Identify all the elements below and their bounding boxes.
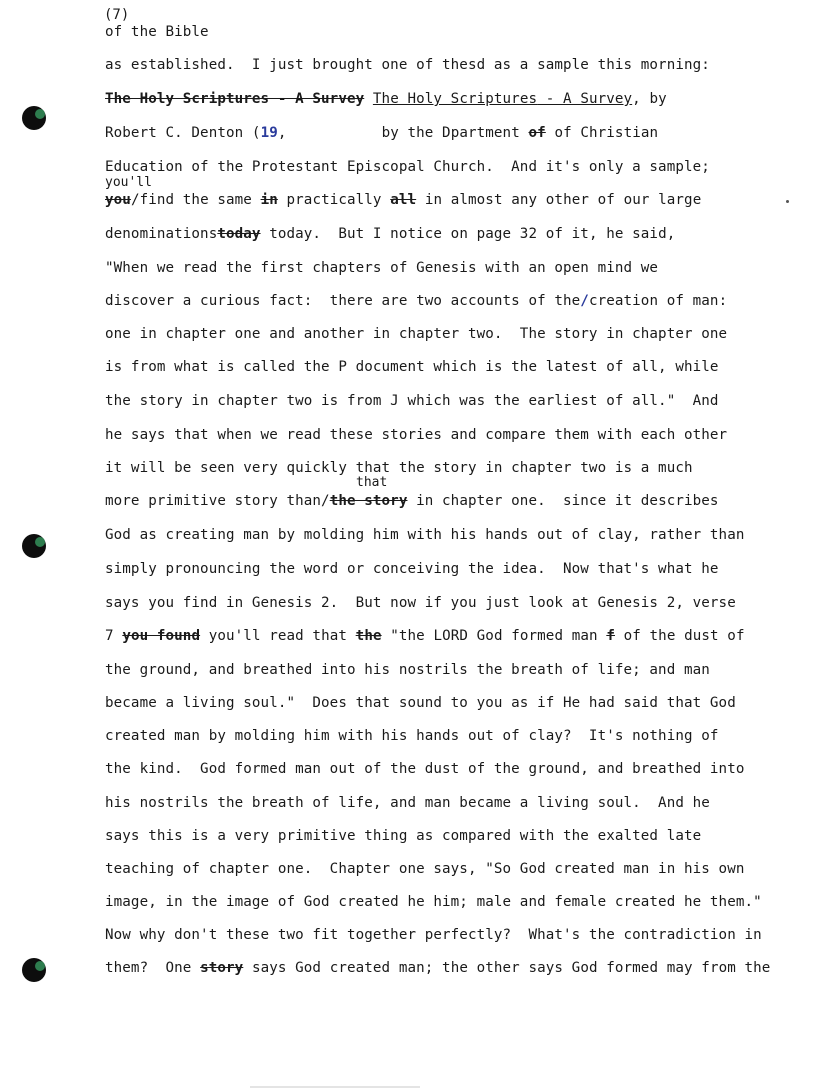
text-line: the story in chapter two is from J which was the earliest of all." And (105, 393, 719, 409)
text-line: his nostrils the breath of life, and man became a living soul. And he (105, 795, 710, 811)
speck-mark (786, 200, 789, 203)
text-fragment: practically (277, 192, 382, 208)
text-line (105, 292, 727, 310)
book-title: The Holy Scriptures (372, 91, 538, 107)
text-fragment: of the dust of (614, 628, 745, 644)
text-line: God as creating man by molding him with his hands out of clay, rather than (105, 527, 745, 543)
strikeout: today (217, 226, 261, 242)
text-line: it will be seen very quickly that the story in chapter two is a much (105, 460, 693, 476)
text-fragment: you'll read that (200, 628, 348, 644)
text-fragment: more primitive story than/ (105, 493, 330, 509)
text-line (105, 90, 667, 108)
text-line: of the Bible (105, 24, 209, 40)
text-line: he says that when we read these stories and compare them with each other (105, 427, 728, 443)
text-line: became a living soul." Does that sound to you as if He had said that God (105, 695, 736, 711)
text-line: simply pronouncing the word or conceiving the idea. Now that's what he (105, 561, 719, 577)
text-line: says this is a very primitive thing as compared with the exalted late (105, 828, 702, 844)
strikeout: f (606, 628, 615, 644)
strikeout: story (200, 960, 244, 976)
text-line: says you find in Genesis 2. But now if you just look at Genesis 2, verse (105, 595, 736, 611)
page-number: (7) (104, 7, 130, 23)
punch-hole-icon (22, 958, 46, 982)
strikeout: in (260, 192, 278, 208)
text-line: "When we read the first chapters of Genesis with an open mind we (105, 260, 659, 276)
text-fragment: in chapter one. (407, 493, 546, 509)
text-fragment: Robert C. Denton ( (105, 125, 261, 141)
text-fragment: says God created man; the other says God formed may from the (243, 960, 771, 976)
interlinear-insert: that (356, 475, 388, 490)
text-line (105, 959, 770, 977)
text-line: as established. I just brought one of thesd as a sample this morning: (105, 57, 710, 73)
punch-hole-icon (22, 106, 46, 130)
text-line (105, 627, 745, 645)
text-line: the ground, and breathed into his nostrils the breath of life; and man (105, 662, 710, 678)
text-line (105, 492, 719, 510)
text-fragment: , by (632, 91, 667, 107)
text-line: one in chapter one and another in chapter two. The story in chapter one (105, 326, 728, 342)
scan-smudge (250, 1086, 420, 1088)
text-line: Education of the Protestant Episcopal Church. And it's only a sample; (105, 159, 710, 175)
text-line (105, 225, 675, 243)
text-line: the kind. God formed man out of the dust of the ground, and breathed into (105, 761, 745, 777)
text-fragment: them? One (105, 960, 192, 976)
text-fragment: since it describes (545, 493, 719, 509)
strikeout: of (528, 125, 546, 141)
text-fragment: of Christian (545, 125, 659, 141)
text-line: Now why don't these two fit together perfectly? What's the contradiction in (105, 927, 762, 943)
text-line: created man by molding him with his hands out of clay? It's nothing of (105, 728, 719, 744)
strikeout: all (390, 192, 417, 208)
text-fragment: by the D (381, 125, 451, 141)
interlinear-insert: you'll (105, 175, 152, 190)
handwritten-slash: / (580, 293, 589, 309)
text-line: image, in the image of God created he him; male and female created he them." (105, 894, 762, 910)
handwritten-strike: 19 (260, 125, 278, 141)
text-fragment: discover a curious fact: there are two accounts of the (105, 293, 581, 309)
text-fragment: denominations (105, 226, 218, 242)
text-fragment: today. But I notice on page 32 of it, he said, (260, 226, 676, 242)
text-fragment: in almost any other of our large (416, 192, 702, 208)
text-line (105, 191, 701, 209)
text-fragment: creation of man: (588, 293, 728, 309)
strikeout: the story (329, 493, 408, 509)
text-fragment: 7 (105, 628, 114, 644)
text-fragment: partment (450, 125, 520, 141)
text-line: is from what is called the P document which is the latest of all, while (105, 359, 719, 375)
strikeout: you (105, 192, 131, 208)
strikeout: The Holy Scriptures - A Survey (105, 91, 365, 107)
strikeout: you found (122, 628, 201, 644)
strikeout: the (355, 628, 382, 644)
punch-hole-icon (22, 534, 46, 558)
text-fragment: /find the same (130, 192, 252, 208)
text-line: Robert C. Denton (19, by the Dpartment of of Christian (105, 125, 659, 141)
text-line: teaching of chapter one. Chapter one says, "So God created man in his own (105, 861, 745, 877)
text-fragment: "the LORD God formed man (381, 628, 598, 644)
title-subtitle: - A Survey (537, 91, 633, 107)
